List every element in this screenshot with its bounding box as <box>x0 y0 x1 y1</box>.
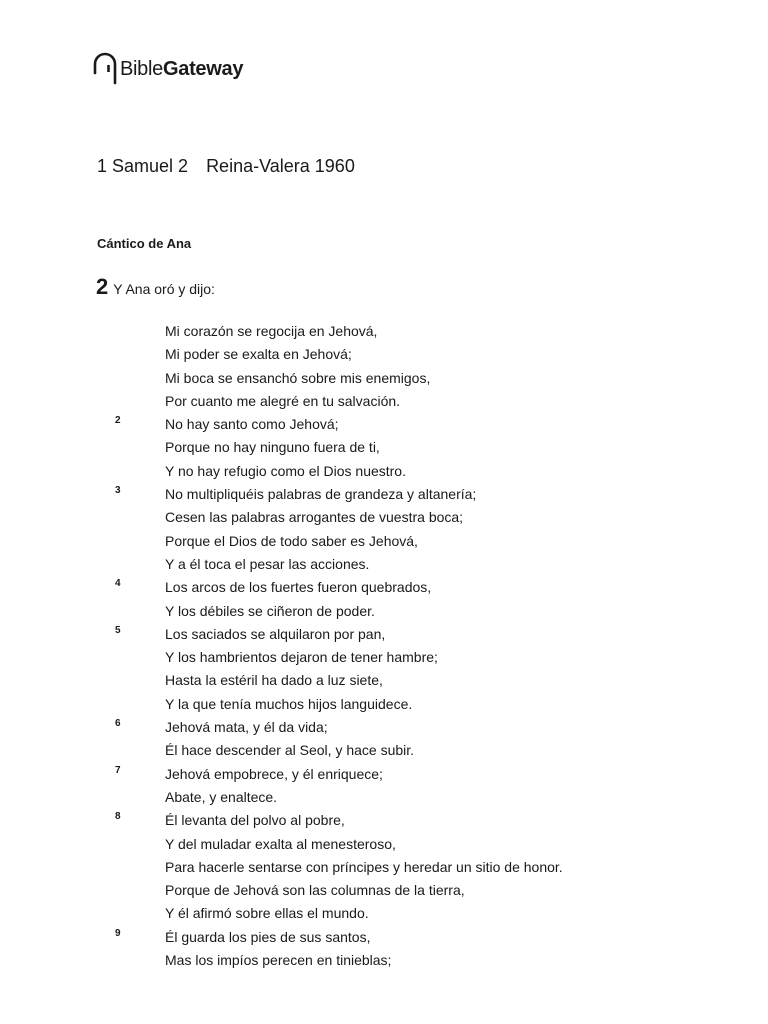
verse-number: 6 <box>115 718 121 730</box>
verse-text: Mi corazón se regocija en Jehová, <box>165 323 378 339</box>
poetry-line <box>0 623 768 646</box>
verse-number: 9 <box>115 927 121 939</box>
verse-text: Y del muladar exalta al menesteroso, <box>165 835 396 852</box>
logo-text-light: Bible <box>120 58 163 80</box>
verse-number: 4 <box>115 578 121 590</box>
verse-text: Porque de Jehová son las columnas de la tierra, <box>165 882 465 899</box>
verse-text: Y a él toca el pesar las acciones. <box>165 555 370 572</box>
verse-text: Él levanta del polvo al pobre, <box>165 812 345 829</box>
verse-text: Para hacerle sentarse con príncipes y heredar un sitio de honor. <box>165 858 563 875</box>
chapter-opening-text: Y Ana oró y dijo: <box>113 281 215 297</box>
passage-version: Reina-Valera 1960 <box>206 156 355 176</box>
verse-text: Y la que tenía muchos hijos languidece. <box>165 695 413 712</box>
chapter-opening <box>96 274 215 300</box>
verse-text: Los arcos de los fuertes fueron quebrados, <box>165 579 432 596</box>
verse-text: Y él afirmó sobre ellas el mundo. <box>165 905 369 922</box>
verse-text: Los saciados se alquilaron por pan, <box>165 625 386 642</box>
verse-text: Abate, y enaltece. <box>165 788 278 805</box>
verse-text: Y los débiles se ciñeron de poder. <box>165 602 375 619</box>
verse-text: Por cuanto me alegré en tu salvación. <box>165 392 401 409</box>
poetry-line <box>0 320 768 343</box>
poetry-line <box>0 669 768 692</box>
poetry-line <box>0 367 768 390</box>
verse-text: Él hace descender al Seol, y hace subir. <box>165 742 415 759</box>
verse-text: Mi boca se ensanchó sobre mis enemigos, <box>165 369 431 386</box>
poetry-line <box>0 576 768 599</box>
verse-number: 2 <box>115 415 121 427</box>
verse-number: 7 <box>115 764 121 776</box>
chapter-number: 2 <box>96 274 109 299</box>
verse-number: 5 <box>115 624 121 636</box>
poetry-line <box>0 763 768 786</box>
verse-text: Mi poder se exalta en Jehová; <box>165 346 352 363</box>
poetry-line <box>0 343 768 366</box>
verse-text: Cesen las palabras arrogantes de vuestra boca; <box>165 509 464 526</box>
verse-text: Porque el Dios de todo saber es Jehová, <box>165 532 418 549</box>
poetry-line <box>0 646 768 669</box>
verse-number: 3 <box>115 485 121 497</box>
verse-text: Y no hay refugio como el Dios nuestro. <box>165 462 406 479</box>
passage-reference: 1 Samuel 2 <box>97 156 189 176</box>
verse-text: Mas los impíos perecen en tinieblas; <box>165 952 392 969</box>
verse-text: No hay santo como Jehová; <box>165 416 339 433</box>
logo-wordmark <box>120 59 243 79</box>
verse-text: Jehová mata, y él da vida; <box>165 719 328 736</box>
verse-text: Y los hambrientos dejaron de tener hambre; <box>165 649 438 666</box>
verse-text: Hasta la estéril ha dado a luz siete, <box>165 672 383 689</box>
poetry-line <box>0 879 768 902</box>
section-heading: Cántico de Ana <box>97 236 192 251</box>
poetry-line <box>0 506 768 529</box>
poetry-line <box>0 716 768 739</box>
poetry-line <box>0 949 768 972</box>
poetry-line <box>0 856 768 879</box>
poetry-line <box>0 530 768 553</box>
poetry-line <box>0 833 768 856</box>
poetry-line <box>0 809 768 832</box>
logo-text-bold: Gateway <box>162 58 244 80</box>
verse-text: Él guarda los pies de sus santos, <box>165 928 371 945</box>
poetry-line <box>0 413 768 436</box>
verse-number: 8 <box>115 811 121 823</box>
poetry-line <box>0 436 768 459</box>
biblegateway-logo-icon <box>92 51 118 85</box>
biblegateway-logo[interactable] <box>92 50 243 86</box>
verse-text: Jehová empobrece, y él enriquece; <box>165 765 383 782</box>
passage-title <box>97 156 355 177</box>
poetry-block <box>0 320 768 972</box>
poetry-line <box>0 926 768 949</box>
verse-text: Porque no hay ninguno fuera de ti, <box>165 439 380 456</box>
verse-text: No multipliquéis palabras de grandeza y altanería; <box>165 486 477 503</box>
poetry-line <box>0 483 768 506</box>
